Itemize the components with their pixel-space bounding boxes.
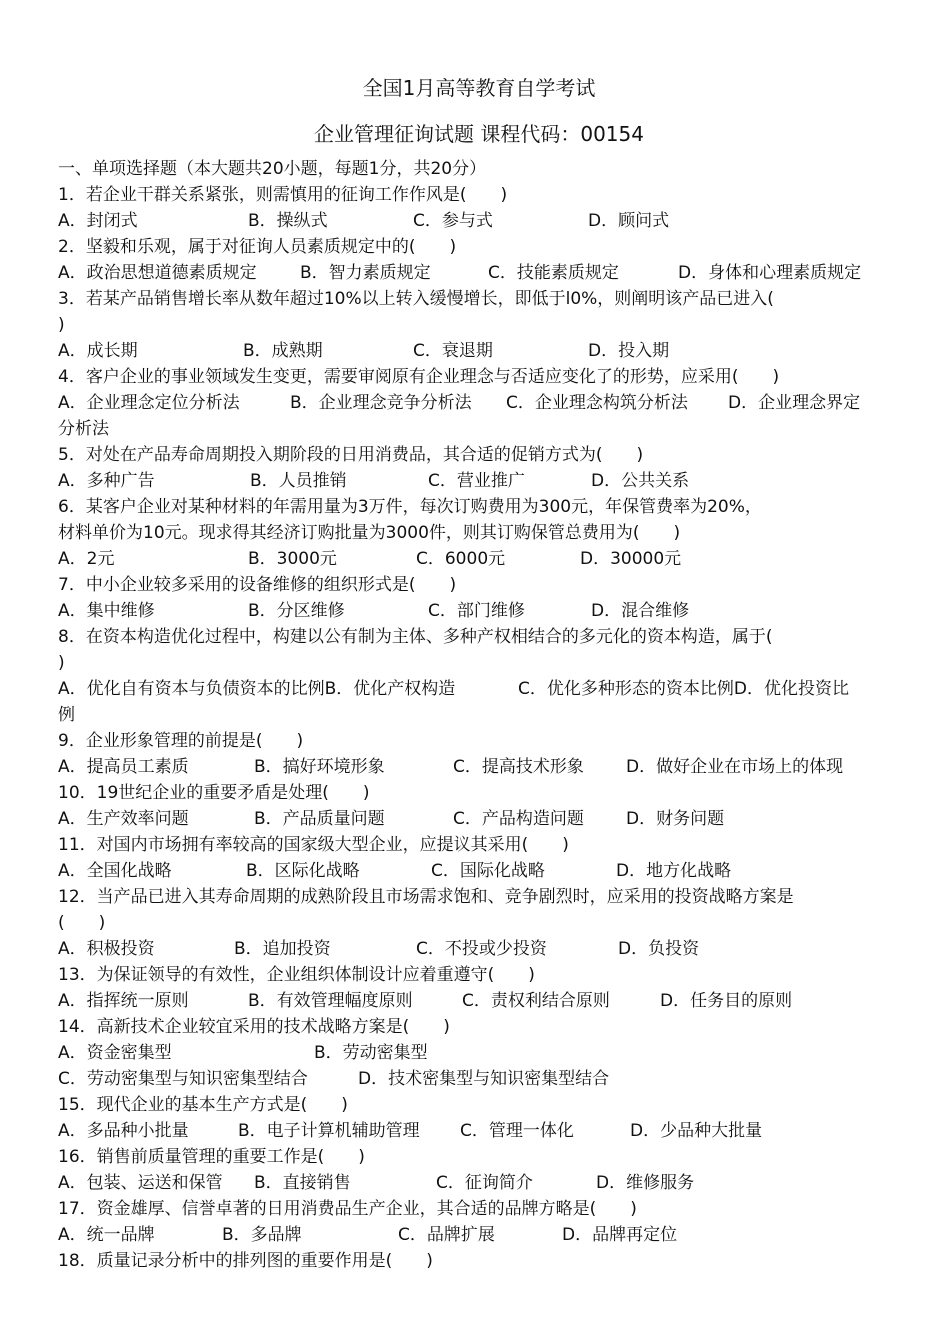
answer-option: 例 <box>58 705 75 725</box>
answer-option: C．管理一体化 <box>460 1121 574 1141</box>
option-row <box>58 390 900 416</box>
answer-option: B．有效管理幅度原则 <box>248 991 413 1011</box>
question-stem: 6．某客户企业对某种材料的年需用量为3万件，每次订购费用为300元，年保管费率为20%， <box>58 497 762 517</box>
option-row <box>58 858 900 884</box>
answer-option: C．参与式 <box>413 211 493 231</box>
answer-option: D．地方化战略 <box>616 861 732 881</box>
option-row <box>58 1040 900 1066</box>
answer-option: A．全国化战略 <box>58 861 172 881</box>
answer-option: A．企业理念定位分析法 <box>58 393 240 413</box>
question-item <box>58 1144 900 1196</box>
answer-option: A．优化自有资本与负债资本的比例B．优化产权构造 <box>58 679 456 699</box>
question-stem: 4．客户企业的事业领域发生变更，需要审阅原有企业理念与否适应变化了的形势，应采用( ) <box>58 367 780 387</box>
answer-option: A．政治思想道德素质规定 <box>58 263 257 283</box>
answer-option: B．成熟期 <box>243 341 323 361</box>
question-item <box>58 1014 900 1092</box>
question-stem: 16．销售前质量管理的重要工作是( ) <box>58 1147 365 1167</box>
option-row <box>58 754 900 780</box>
answer-option: A．资金密集型 <box>58 1043 172 1063</box>
answer-option: B．电子计算机辅助管理 <box>238 1121 420 1141</box>
option-row <box>58 1118 900 1144</box>
answer-option: A．指挥统一原则 <box>58 991 189 1011</box>
question-item <box>58 234 900 286</box>
question-item <box>58 442 900 494</box>
option-row <box>58 468 900 494</box>
answer-option: C．提高技术形象 <box>453 757 584 777</box>
answer-option: A．封闭式 <box>58 211 138 231</box>
answer-option: D．维修服务 <box>596 1173 695 1193</box>
answer-option: B．企业理念竞争分析法 <box>290 393 472 413</box>
answer-option: B．操纵式 <box>248 211 328 231</box>
exam-subtitle: 企业管理征询试题 课程代码：00154 <box>314 122 644 146</box>
answer-option: 分析法 <box>58 419 109 439</box>
answer-option: B．多品牌 <box>222 1225 302 1245</box>
option-row <box>58 598 900 624</box>
answer-option: B．3000元 <box>248 549 337 569</box>
question-stem: 5．对处在产品寿命周期投入期阶段的日用消费品，其合适的促销方式为( ) <box>58 445 644 465</box>
option-row <box>58 260 900 286</box>
question-item <box>58 494 900 572</box>
answer-option: D．任务目的原则 <box>660 991 793 1011</box>
answer-option: D．顾问式 <box>588 211 670 231</box>
answer-option: B．产品质量问题 <box>254 809 385 829</box>
answer-option: B．智力素质规定 <box>300 263 431 283</box>
option-row <box>58 1170 900 1196</box>
question-item <box>58 1092 900 1144</box>
question-stem: 11．对国内市场拥有率较高的国家级大型企业，应提议其采用( ) <box>58 835 569 855</box>
answer-option: C．品牌扩展 <box>398 1225 495 1245</box>
question-list <box>58 182 900 1274</box>
option-row <box>58 338 900 364</box>
question-stem: 17．资金雄厚、信誉卓著的日用消费品生产企业，其合适的品牌方略是( ) <box>58 1199 637 1219</box>
answer-option: C．产品构造问题 <box>453 809 584 829</box>
option-row <box>58 1066 900 1092</box>
answer-option: A．集中维修 <box>58 601 155 621</box>
option-row <box>58 936 900 962</box>
answer-option: D．少品种大批量 <box>630 1121 763 1141</box>
answer-option: C．优化多种形态的资本比例D．优化投资比 <box>518 679 849 699</box>
question-item <box>58 572 900 624</box>
option-row <box>58 416 900 442</box>
answer-option: C．企业理念构筑分析法 <box>506 393 688 413</box>
answer-option: D．公共关系 <box>591 471 690 491</box>
question-item <box>58 364 900 442</box>
answer-option: C．技能素质规定 <box>488 263 619 283</box>
question-stem: 1．若企业干群关系紧张，则需慎用的征询工作作风是( ) <box>58 185 508 205</box>
question-stem: 14．高新技术企业较宜采用的技术战略方案是( ) <box>58 1017 450 1037</box>
answer-option: D．身体和心理素质规定 <box>678 263 862 283</box>
answer-option: C．6000元 <box>416 549 506 569</box>
question-item <box>58 1196 900 1248</box>
answer-option: B．区际化战略 <box>246 861 360 881</box>
option-row <box>58 702 900 728</box>
answer-option: A．提高员工素质 <box>58 757 189 777</box>
question-stem: 8．在资本构造优化过程中，构建以公有制为主体、多种产权相结合的多元化的资本构造，属于( <box>58 627 773 647</box>
question-item <box>58 1248 900 1274</box>
answer-option: B．人员推销 <box>250 471 347 491</box>
option-row <box>58 1222 900 1248</box>
answer-option: A．2元 <box>58 549 115 569</box>
question-stem: 2．坚毅和乐观，属于对征询人员素质规定中的( ) <box>58 237 457 257</box>
answer-option: C．责权利结合原则 <box>462 991 610 1011</box>
answer-option: A．包装、运送和保管 <box>58 1173 223 1193</box>
answer-option: C．国际化战略 <box>431 861 545 881</box>
answer-option: D．做好企业在市场上的体现 <box>626 757 844 777</box>
question-item <box>58 728 900 780</box>
answer-option: C．征询简介 <box>436 1173 533 1193</box>
answer-option: D．混合维修 <box>591 601 690 621</box>
question-item <box>58 624 900 728</box>
option-row <box>58 988 900 1014</box>
question-stem: ) <box>58 315 65 335</box>
question-stem: 7．中小企业较多采用的设备维修的组织形式是( ) <box>58 575 457 595</box>
question-item <box>58 286 900 364</box>
answer-option: A．成长期 <box>58 341 138 361</box>
question-stem: 15．现代企业的基本生产方式是( ) <box>58 1095 348 1115</box>
answer-option: D．技术密集型与知识密集型结合 <box>358 1069 610 1089</box>
answer-option: A．生产效率问题 <box>58 809 189 829</box>
question-stem: ( ) <box>58 913 106 933</box>
answer-option: B．搞好环境形象 <box>254 757 385 777</box>
answer-option: D．负投资 <box>618 939 700 959</box>
question-stem: 3．若某产品销售增长率从数年超过10%以上转入缓慢增长，即低于l0%，则阐明该产品已进入( <box>58 289 774 309</box>
answer-option: A．多品种小批量 <box>58 1121 189 1141</box>
option-row <box>58 676 900 702</box>
option-row <box>58 806 900 832</box>
answer-option: B．直接销售 <box>254 1173 351 1193</box>
answer-option: C．营业推广 <box>428 471 525 491</box>
section-heading: 一、单项选择题（本大题共20小题，每题1分，共20分） <box>58 159 487 179</box>
answer-option: D．企业理念界定 <box>728 393 861 413</box>
answer-option: C．劳动密集型与知识密集型结合 <box>58 1069 308 1089</box>
question-stem: ) <box>58 653 65 673</box>
answer-option: D．品牌再定位 <box>562 1225 678 1245</box>
question-stem: 18．质量记录分析中的排列图的重要作用是( ) <box>58 1251 433 1271</box>
question-stem: 9．企业形象管理的前提是( ) <box>58 731 304 751</box>
question-item <box>58 832 900 884</box>
answer-option: D．投入期 <box>588 341 670 361</box>
answer-option: B．追加投资 <box>234 939 331 959</box>
answer-option: B．分区维修 <box>248 601 345 621</box>
answer-option: C．衰退期 <box>413 341 493 361</box>
answer-option: C．不投或少投资 <box>416 939 547 959</box>
question-item <box>58 962 900 1014</box>
option-row <box>58 208 900 234</box>
question-item <box>58 884 900 962</box>
question-stem: 12．当产品已进入其寿命周期的成熟阶段且市场需求饱和、竞争剧烈时，应采用的投资战略方案是 <box>58 887 794 907</box>
answer-option: D．财务问题 <box>626 809 725 829</box>
answer-option: B．劳动密集型 <box>314 1043 428 1063</box>
answer-option: D．30000元 <box>580 549 682 569</box>
answer-option: C．部门维修 <box>428 601 525 621</box>
exam-title: 全国1月高等教育自学考试 <box>362 76 596 100</box>
answer-option: A．统一品牌 <box>58 1225 155 1245</box>
question-item <box>58 182 900 234</box>
question-stem: 10．19世纪企业的重要矛盾是处理( ) <box>58 783 370 803</box>
option-row <box>58 546 900 572</box>
answer-option: A．积极投资 <box>58 939 155 959</box>
question-item <box>58 780 900 832</box>
answer-option: A．多种广告 <box>58 471 155 491</box>
question-stem: 13．为保证领导的有效性，企业组织体制设计应着重遵守( ) <box>58 965 535 985</box>
question-stem: 材料单价为10元。现求得其经济订购批量为3000件，则其订购保管总费用为( ) <box>58 523 681 543</box>
